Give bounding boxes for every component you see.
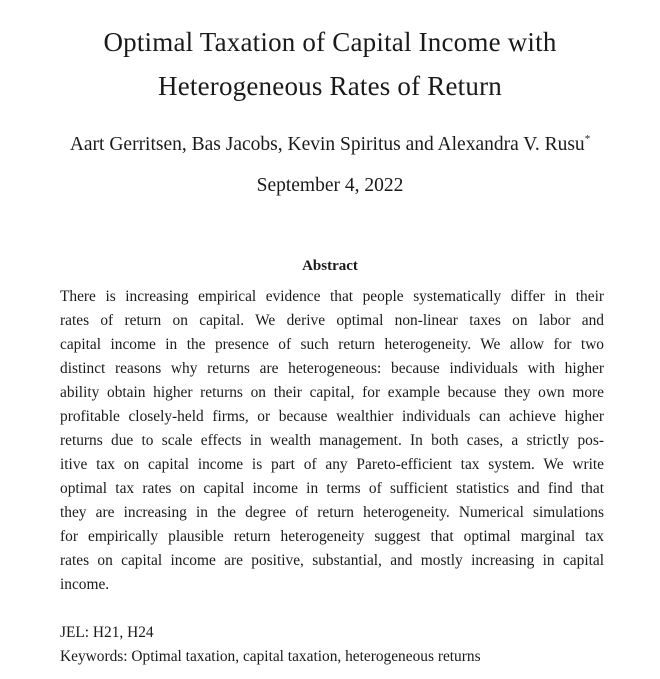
keywords: Keywords: Optimal taxation, capital taxation, heterogeneous returns bbox=[60, 648, 481, 665]
abstract-line: they are increasing in the degree of return heterogeneity. Numerical simulations bbox=[60, 504, 604, 521]
abstract-line: rates on capital income are positive, substantial, and mostly increasing in capital bbox=[60, 552, 604, 569]
abstract-line: capital income in the presence of such return heterogeneity. We allow for two bbox=[60, 336, 604, 353]
paper-date: September 4, 2022 bbox=[256, 175, 404, 196]
abstract-line: optimal tax rates on capital income in terms of sufficient statistics and find that bbox=[60, 480, 604, 497]
abstract-heading: Abstract bbox=[302, 258, 358, 274]
paper-title-line-1: Optimal Taxation of Capital Income with bbox=[103, 27, 557, 57]
abstract-line: returns due to scale effects in wealth management. In both cases, a strictly pos- bbox=[60, 432, 604, 449]
jel-codes: JEL: H21, H24 bbox=[60, 624, 154, 641]
abstract-line: for empirically plausible return heterogeneity suggest that optimal marginal tax bbox=[60, 528, 604, 545]
abstract-line: profitable closely-held firms, or because wealthier individuals can achieve higher bbox=[60, 408, 604, 425]
author-footnote-mark: * bbox=[584, 133, 591, 145]
paper-title-line-2: Heterogeneous Rates of Return bbox=[158, 71, 502, 101]
abstract-line: itive tax on capital income is part of any Pareto-efficient tax system. We write bbox=[60, 456, 604, 473]
abstract-line: income. bbox=[60, 576, 110, 593]
abstract-body bbox=[60, 285, 604, 597]
abstract-line: rates of return on capital. We derive optimal non-linear taxes on labor and bbox=[60, 312, 604, 329]
abstract-line: ability obtain higher returns on their capital, for example because they own more bbox=[60, 384, 604, 401]
author-names: Aart Gerritsen, Bas Jacobs, Kevin Spiritus and Alexandra V. Rusu bbox=[69, 134, 585, 155]
abstract-line: distinct reasons why returns are heterogeneous: because individuals with higher bbox=[60, 360, 604, 377]
abstract-line: There is increasing empirical evidence that people systematically differ in their bbox=[60, 288, 604, 305]
author-list bbox=[0, 132, 660, 158]
